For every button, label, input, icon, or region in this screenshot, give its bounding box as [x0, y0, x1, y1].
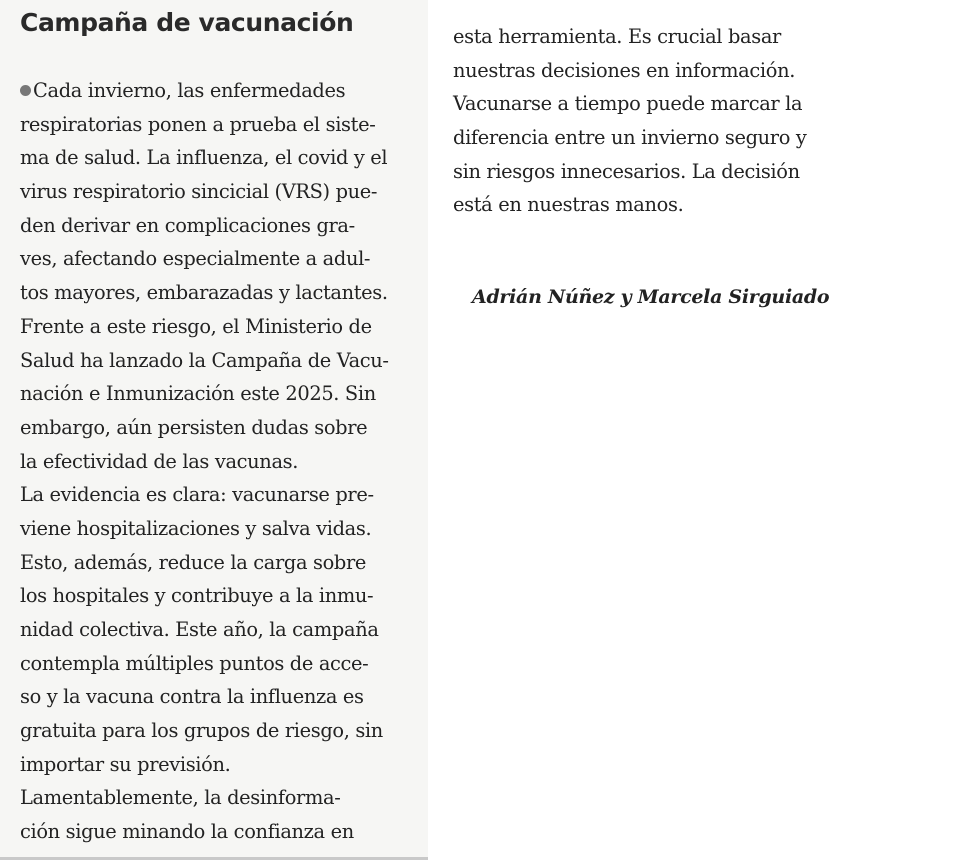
text-line: ción sigue minando la confianza en	[20, 820, 354, 844]
text-line: ma de salud. La influenza, el covid y el	[20, 146, 388, 170]
text-line: contempla múltiples puntos de acce-	[20, 651, 369, 675]
text-line: embargo, aún persisten dudas sobre	[20, 415, 368, 439]
text-line: virus respiratorio sincicial (VRS) pue-	[20, 180, 378, 204]
text-line	[20, 74, 420, 108]
text-line: den derivar en complicaciones gra-	[20, 213, 355, 237]
text-line: Vacunarse a tiempo puede marcar la	[453, 92, 803, 116]
text-line: so y la vacuna contra la influenza es	[20, 685, 364, 709]
text-line: La evidencia es clara: vacunarse pre-	[20, 483, 374, 507]
text-line: sin riesgos innecesarios. La decisión	[453, 159, 800, 183]
text-line: respiratorias ponen a prueba el siste-	[20, 112, 376, 136]
text-line: la efectividad de las vacunas.	[20, 449, 299, 473]
author-signature: Adrián Núñez y Marcela Sirguiado	[472, 286, 830, 308]
text-line: gratuita para los grupos de riesgo, sin	[20, 719, 383, 743]
text-line: Salud ha lanzado la Campaña de Vacu-	[20, 348, 389, 372]
text-line: esta herramienta. Es crucial basar	[453, 25, 781, 48]
text-line: está en nuestras manos.	[453, 193, 684, 217]
right-column-text	[453, 20, 863, 222]
text-line: tos mayores, embarazadas y lactantes.	[20, 281, 388, 305]
text-line: nidad colectiva. Este año, la campaña	[20, 618, 379, 641]
left-column-text	[20, 74, 420, 849]
bottom-rule	[0, 857, 428, 860]
bullet-icon	[20, 85, 31, 96]
text-line-content: Cada invierno, las enfermedades	[33, 79, 346, 102]
text-line: Frente a este riesgo, el Ministerio de	[20, 314, 372, 338]
text-line: diferencia entre un invierno seguro y	[453, 126, 807, 150]
text-line: Esto, además, reduce la carga sobre	[20, 550, 367, 574]
text-line: nación e Inmunización este 2025. Sin	[20, 382, 376, 406]
text-line: viene hospitalizaciones y salva vidas.	[20, 516, 372, 540]
text-line: ves, afectando especialmente a adul-	[20, 247, 371, 271]
text-line: Lamentablemente, la desinforma-	[20, 786, 341, 810]
text-line: importar su previsión.	[20, 752, 231, 776]
text-line: nuestras decisiones en información.	[453, 58, 796, 82]
article-title: Campaña de vacunación	[20, 8, 354, 37]
left-column	[0, 0, 428, 860]
text-line: los hospitales y contribuye a la inmu-	[20, 584, 374, 608]
